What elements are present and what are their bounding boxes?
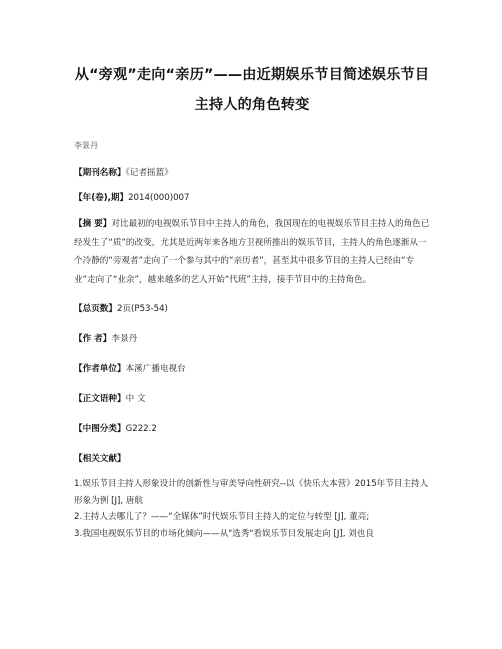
authors-label: 【作 者】 — [74, 334, 112, 344]
authors-field — [74, 330, 430, 348]
author-unit-label: 【作者单位】 — [74, 364, 126, 374]
journal-value: 《记者摇篮》 — [125, 168, 173, 178]
reference-item: 1.娱乐节目主持人形象设计的创新性与审美导向性研究--以《快乐大本营》2015年节目主持人形象为例 [J], 唐航 — [74, 479, 429, 506]
abstract-field — [74, 215, 430, 289]
classification-label: 【中图分类】 — [74, 424, 126, 434]
year-field — [74, 189, 430, 207]
pages-label: 【总页数】 — [74, 304, 117, 314]
abstract-label: 【摘 要】 — [74, 219, 112, 229]
author-unit-value: 本溪广播电视台 — [125, 364, 186, 374]
reference-list — [74, 476, 430, 542]
year-value: 2014(000)007 — [128, 193, 190, 203]
language-label: 【正文语种】 — [74, 394, 126, 404]
title-line-2: 主持人的角色转变 — [194, 97, 310, 113]
document-title — [74, 60, 430, 120]
title-line-1: 从“旁观”走向“亲历”——由近期娱乐节目简述娱乐节目 — [74, 67, 430, 83]
authors-value: 李景丹 — [111, 334, 138, 344]
abstract-text: 对比最初的电视娱乐节目中主持人的角色，我国现在的电视娱乐节目主持人的角色已经发生了“质”的改变，尤其是近两年来各地方卫视所推出的娱乐节目，主持人的角色逐渐从一个冷静的“旁观者”走向了一个参与其中的“亲历者”，甚至其中很多节目的主持人已经由“专业”走向了“业余”，越来越多的艺人开始“代班”主持，接手节目中的主持角色。 — [74, 219, 430, 285]
related-literature-label: 【相关文献】 — [74, 454, 126, 464]
classification-field — [74, 420, 430, 438]
pages-field — [74, 300, 430, 318]
classification-value: G222.2 — [125, 424, 157, 434]
year-label: 【年(卷),期】 — [74, 193, 129, 203]
author-byline: 李景丹 — [74, 141, 98, 150]
reference-item: 3.我国电视娱乐节目的市场化倾向——从"选秀"看娱乐节目发展走向 [J], 刘也良 — [74, 528, 374, 539]
language-field — [74, 390, 430, 408]
reference-item: 2.主持人去哪儿了？——“全媒体”时代娱乐节目主持人的定位与转型 [J], 董亮; — [74, 512, 370, 522]
related-literature-heading — [74, 450, 430, 468]
journal-field — [74, 164, 430, 182]
author-unit-field — [74, 360, 430, 378]
pages-value: 2页(P53-54) — [116, 304, 168, 314]
journal-label: 【期刊名称】 — [74, 168, 126, 178]
language-value: 中 文 — [125, 394, 146, 404]
